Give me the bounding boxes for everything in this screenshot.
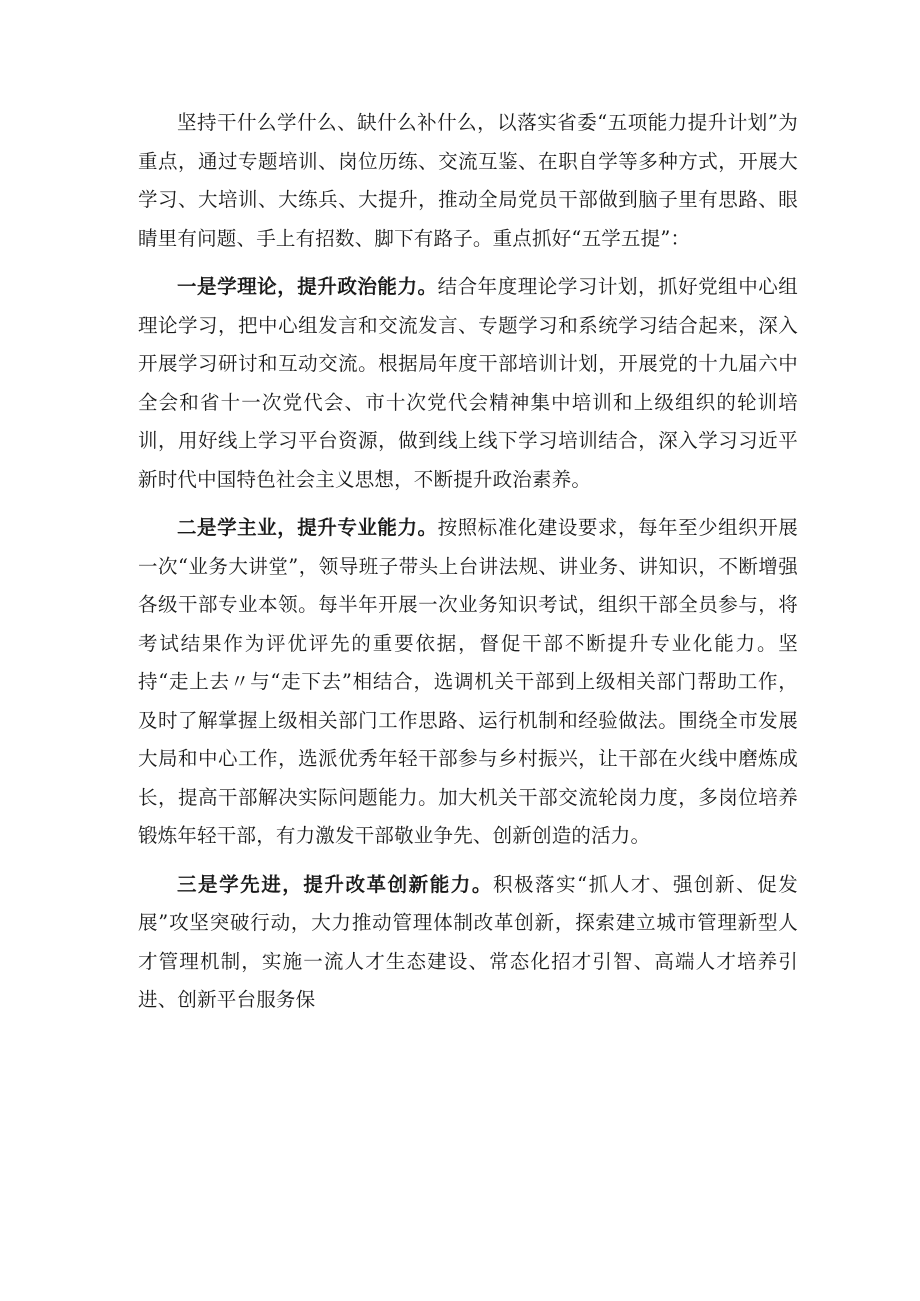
paragraph-intro bbox=[138, 104, 798, 258]
paragraph-text: 坚持干什么学什么、缺什么补什么，以落实省委“五项能力提升计划”为重点，通过专题培训、岗位历练、交流互鉴、在职自学等多种方式，开展大学习、大培训、大练兵、大提升，推动全局党员干部做到脑子里有思路、眼睛里有问题、手上有招数、脚下有路子。重点抓好“五学五提”： bbox=[138, 111, 798, 250]
paragraph-text: 结合年度理论学习计划，抓好党组中心组理论学习，把中心组发言和交流发言、专题学习和系统学习结合起来，深入开展学习研讨和互动交流。根据局年度干部培训计划，开展党的十九届六中全会和省十一次党代会、市十次党代会精神集中培训和上级组织的轮训培训，用好线上学习平台资源，做到线上线下学习培训结合，深入学习习近平新时代中国特色社会主义思想，不断提升政治素养。 bbox=[138, 275, 798, 491]
paragraph-text: 按照标准化建设要求，每年至少组织开展一次“业务大讲堂”，领导班子带头上台讲法规、讲业务、讲知识，不断增强各级干部专业本领。每半年开展一次业务知识考试，组织干部全员参与，将考试结果作为评优评先的重要依据，督促干部不断提升专业化能力。坚持“走上去〃与“走下去”相结合，选调机关干部到上级相关部门帮助工作，及时了解掌握上级相关部门工作思路、运行机制和经验做法。围绕全市发展大局和中心工作，选派优秀年轻干部参与乡村振兴，让干部在火线中磨炼成长，提高干部解决实际问题能力。加大机关干部交流轮岗力度，多岗位培养锻炼年轻干部，有力激发干部敬业争先、创新创造的活力。 bbox=[138, 516, 798, 847]
paragraph-study-theory bbox=[138, 268, 798, 499]
paragraph-lead: 二是学主业，提升专业能力。 bbox=[177, 516, 438, 539]
document-body bbox=[138, 104, 798, 1030]
paragraph-lead: 三是学先进，提升改革创新能力。 bbox=[177, 872, 493, 896]
paragraph-study-advanced bbox=[138, 866, 798, 1020]
paragraph-study-main-business bbox=[138, 509, 798, 856]
paragraph-text: 积极落实“抓人才、强创新、促发展”攻坚突破行动，大力推动管理体制改革创新，探索建立城市管理新型人才管理机制，实施一流人才生态建设、常态化招才引智、高端人才培养引进、创新平台服务保 bbox=[138, 872, 798, 1011]
paragraph-lead: 一是学理论，提升政治能力。 bbox=[177, 275, 438, 298]
